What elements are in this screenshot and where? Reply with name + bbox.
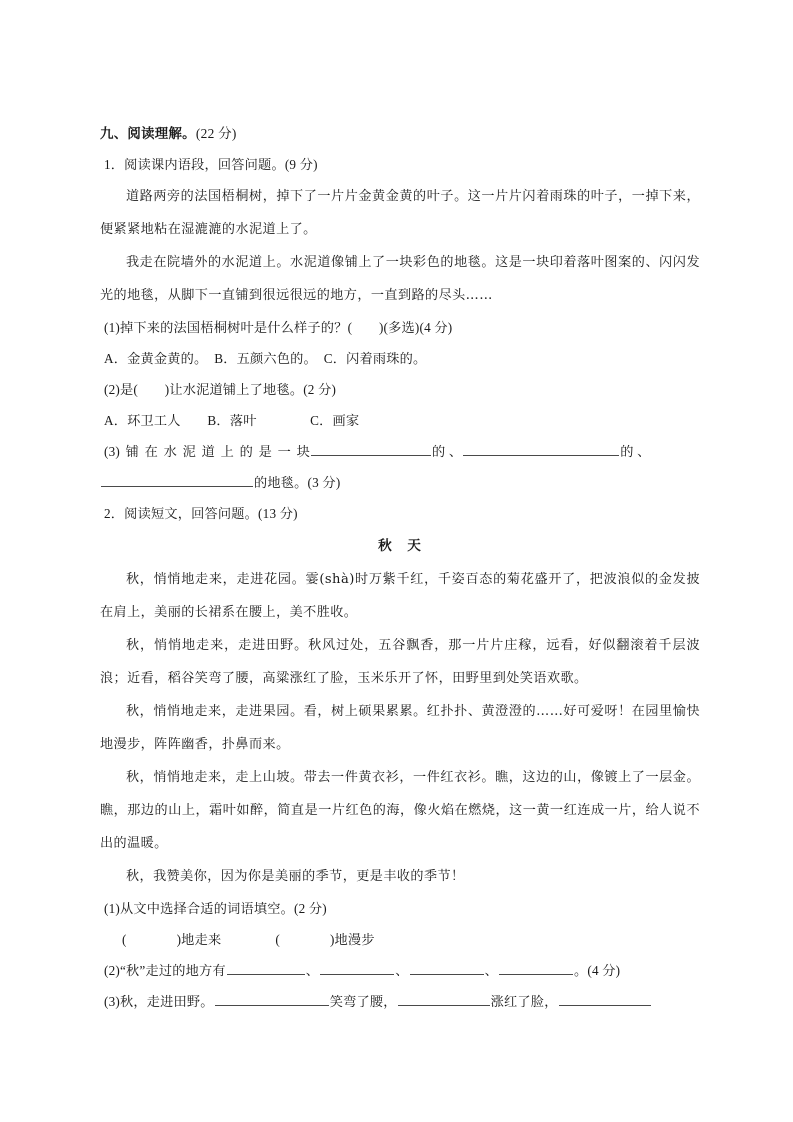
part2-paragraph: 秋，悄悄地走来，走上山坡。带去一件黄衣衫，一件红衣衫。瞧，这边的山，像镀上了一层金。瞧，那边的山上，霜叶如醉，简直是一片红色的海，像火焰在燃烧，这一黄一红连成一片，给人说不出的温暖。: [100, 770, 700, 851]
q3-char: 的: [239, 444, 253, 459]
fill-in-blank[interactable]: [320, 959, 394, 975]
part1-question-3-line1: [100, 436, 700, 467]
part1-question-1: [100, 312, 700, 343]
part1-question-2: [100, 374, 700, 405]
question-3-mid2: 涨红了脸，: [490, 994, 558, 1009]
paren-open: (: [275, 932, 280, 947]
part1-paragraph: 道路两旁的法国梧桐树，掉下了一片片金黄金黄的叶子。这一片片闪着雨珠的叶子，一掉下来，便紧紧地粘在湿漉漉的水泥道上了。: [100, 189, 700, 237]
answer-parenthesis-blank[interactable]: [138, 382, 165, 397]
section-title: 阅读理解。: [127, 126, 196, 141]
question-3-mid1: 笑弯了腰，: [329, 994, 397, 1009]
part2-passage: [100, 563, 700, 893]
q3-char: 在: [144, 444, 158, 459]
q3-char: 道: [201, 444, 215, 459]
question-text: (3)秋，走进田野。: [104, 994, 214, 1009]
part1-lead: 1．阅读课内语段，回答问题。(9 分): [104, 157, 318, 172]
question-text: (1)掉下来的法国梧桐树叶是什么样子的？(: [104, 320, 353, 335]
question-text-tail: 。(4 分): [573, 963, 621, 978]
part2-paragraph: 秋，我赞美你，因为你是美丽的季节，更是丰收的季节！: [126, 869, 465, 884]
fill-in-blank[interactable]: [311, 440, 431, 456]
question-text-tail: )(多选)(4 分): [378, 320, 453, 335]
question-3-mid2: 的 、: [620, 444, 651, 459]
q3-char: 块: [296, 444, 310, 459]
answer-parenthesis-blank[interactable]: [352, 320, 379, 335]
part2-question-2: [100, 955, 700, 986]
q3-char: 泥: [182, 444, 196, 459]
question-text-tail: )让水泥道铺上了地毯。(2 分): [164, 382, 337, 397]
part2-question-3: [100, 986, 700, 1017]
q3-char: 一: [277, 444, 291, 459]
fill-in-blank[interactable]: [101, 471, 253, 487]
question-3-prompt: [104, 436, 310, 467]
fill-in-blank[interactable]: [463, 440, 619, 456]
fill-in-blank[interactable]: [398, 990, 490, 1006]
question-text: (2)“秋”走过的地方有: [104, 963, 226, 978]
q3-char: 铺: [125, 444, 139, 459]
part1-question-2-options[interactable]: A．环卫工人 B．落叶 C．画家: [104, 413, 360, 428]
fill-in-blank[interactable]: [410, 959, 484, 975]
part2-question-1-blanks: [100, 924, 700, 955]
fill-in-blank[interactable]: [499, 959, 573, 975]
part1-paragraph: 我走在院墙外的水泥道上。水泥道像铺上了一块彩色的地毯。这是一块印着落叶图案的、闪闪发光的地毯，从脚下一直铺到很远很远的地方，一直到路的尽头……: [100, 255, 700, 303]
part2-paragraph: 秋，悄悄地走来，走进果园。看，树上硕果累累。红扑扑、黄澄澄的……好可爱呀！在园里愉快地漫步，阵阵幽香，扑鼻而来。: [100, 704, 700, 752]
essay-title: 秋 天: [378, 538, 422, 553]
part2-paragraph: 秋，悄悄地走来，走进花园。霎(shà)时万紫千红，千姿百态的菊花盛开了，把波浪似的金发披在肩上，美丽的长裙系在腰上，美不胜收。: [100, 572, 700, 620]
section-heading: [100, 118, 700, 149]
exam-page: [100, 118, 700, 1017]
question-text: (2)是(: [104, 382, 138, 397]
part1-passage: [100, 180, 700, 312]
separator: 、: [484, 963, 498, 978]
fill-in-blank[interactable]: [559, 990, 651, 1006]
part2-question-1: (1)从文中选择合适的词语填空。(2 分): [104, 901, 327, 916]
q3-char: 上: [220, 444, 234, 459]
question-3-tail: 的地毯。(3 分): [254, 475, 341, 490]
paren-open: (: [122, 932, 127, 947]
part1-question-3-line2: [100, 467, 700, 498]
part2-lead: 2．阅读短文，回答问题。(13 分): [104, 506, 298, 521]
part1-question-1-options[interactable]: A．金黄金黄的。 B．五颜六色的。 C．闪着雨珠的。: [104, 351, 427, 366]
fill-in-blank[interactable]: [215, 990, 329, 1006]
paren-close-label: )地漫步: [329, 932, 375, 947]
section-points: (22 分): [195, 126, 237, 141]
q3-char: (3): [104, 444, 120, 459]
paren-close-label: )地走来: [176, 932, 222, 947]
fill-in-blank[interactable]: [227, 959, 305, 975]
separator: 、: [305, 963, 320, 978]
part2-paragraph: 秋，悄悄地走来，走进田野。秋风过处，五谷飘香，那一片片庄稼，远看，好似翻滚着千层波浪；近看，稻谷笑弯了腰，高粱涨红了脸，玉米乐开了怀，田野里到处笑语欢歌。: [100, 638, 700, 686]
q3-char: 是: [258, 444, 272, 459]
question-3-mid1: 的 、: [432, 444, 463, 459]
separator: 、: [395, 963, 409, 978]
section-number: 九、: [100, 126, 128, 141]
q3-char: 水: [163, 444, 177, 459]
